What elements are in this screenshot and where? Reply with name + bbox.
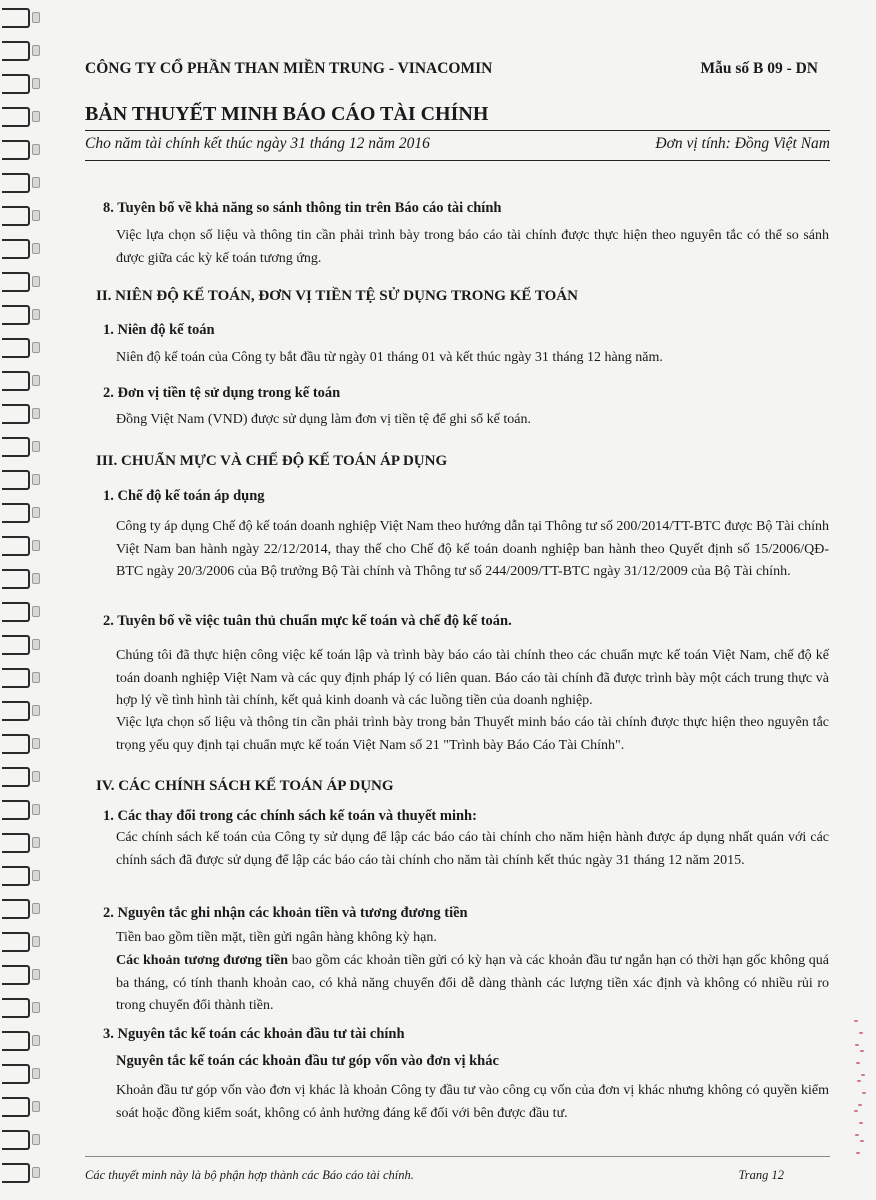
section-8-heading: 8. Tuyên bố về khả năng so sánh thông tin trên Báo cáo tài chính [103,200,502,216]
ink-speck [856,1152,860,1154]
section-IV-1-heading: 1. Các thay đổi trong các chính sách kế toán và thuyết minh: [103,808,477,824]
section-IV-2-paragraph: Tiền bao gồm tiền mặt, tiền gửi ngân hàng không kỳ hạn. [116,930,437,945]
section-IV-1-paragraph: Các chính sách kế toán của Công ty sử dụng để lập các báo cáo tài chính cho năm hiện hành được áp dụng nhất quán với các chính sách đã được sử dụng để lập các báo cáo tài chính cho năm tài chính kết thúc ngày 31 tháng 12 năm 2015. [116,830,829,868]
page-title: BẢN THUYẾT MINH BÁO CÁO TÀI CHÍNH [85,103,489,125]
form-code: Mẫu số B 09 - DN [700,60,818,77]
section-III-heading: III. CHUẨN MỰC VÀ CHẾ ĐỘ KẾ TOÁN ÁP DỤNG [96,453,448,469]
ink-speck [859,1032,863,1034]
cash-equivalents-definition: bao gồm các khoản tiền gửi có kỳ hạn và các khoản đầu tư ngắn hạn có thời hạn gốc không quá ba tháng, có tính thanh khoản cao, có khả năng chuyển đổi dễ dàng thành các lượng tiền xác định và không có nhiều rủi ro trong chuyển đổi thành tiền. [116,953,829,1013]
ink-speck [862,1092,866,1094]
ink-speck [855,1134,859,1136]
reporting-period: Cho năm tài chính kết thúc ngày 31 tháng 12 năm 2016 [85,135,430,152]
ink-speck [861,1074,865,1076]
section-II-2-heading: 2. Đơn vị tiền tệ sử dụng trong kế toán [103,385,341,401]
section-III-2-paragraph: Chúng tôi đã thực hiện công việc kế toán lập và trình bày báo cáo tài chính theo các chuẩn mực kế toán Việt Nam, chế độ kế toán doanh nghiệp Việt Nam và các quy định pháp lý có liên quan. Báo cáo tài chính đã được trình bày một cách trung thực và hợp lý về tình hình tài chính, kết quả kinh doanh và các luồng tiền của doanh nghiệp. [116,648,829,708]
section-III-2-paragraph-2: Việc lựa chọn số liệu và thông tin cần phải trình bày trong bản Thuyết minh báo cáo tài chính được thực hiện theo nguyên tắc trọng yếu quy định tại chuẩn mực kế toán Việt Nam số 21 "Trình bày Báo Cáo Tài Chính". [116,715,829,753]
ink-speck [860,1140,864,1142]
header-rule-top [85,130,830,131]
section-8-paragraph: Việc lựa chọn số liệu và thông tin cần phải trình bày trong báo cáo tài chính được thực hiện theo nguyên tắc có thể so sánh được giữa các kỳ kế toán tương ứng. [116,228,829,266]
section-IV-3-paragraph: Khoản đầu tư góp vốn vào đơn vị khác là khoản Công ty đầu tư vào công cụ vốn của đơn vị khác nhưng không có quyền kiểm soát hoặc đồng kiểm soát, không có ảnh hưởng đáng kể đối với bên được đầu tư. [116,1083,829,1121]
ink-speck [858,1104,862,1106]
ink-speck [859,1122,863,1124]
ink-speck [860,1050,864,1052]
page-number: Trang 12 [738,1168,784,1182]
red-ink-marks [854,1020,868,1170]
section-IV-2-heading: 2. Nguyên tắc ghi nhận các khoản tiền và tương đương tiền [103,905,468,921]
section-IV-3-heading: 3. Nguyên tắc kế toán các khoản đầu tư tài chính [103,1026,405,1042]
ink-speck [856,1062,860,1064]
header-rule-bottom [85,160,830,161]
ink-speck [855,1044,859,1046]
section-II-1-heading: 1. Niên độ kế toán [103,322,215,338]
currency-unit: Đơn vị tính: Đồng Việt Nam [655,135,830,152]
section-III-2-heading: 2. Tuyên bố về việc tuân thủ chuẩn mực kế toán và chế độ kế toán. [103,613,512,629]
section-IV-3-subheading: Nguyên tắc kế toán các khoản đầu tư góp vốn vào đơn vị khác [116,1053,499,1069]
footer-note: Các thuyết minh này là bộ phận hợp thành các Báo cáo tài chính. [85,1168,414,1182]
section-III-1-paragraph: Công ty áp dụng Chế độ kế toán doanh nghiệp Việt Nam theo hướng dẫn tại Thông tư số 200/2014/TT-BTC được Bộ Tài chính Việt Nam ban hành ngày 22/12/2014, thay thế cho Chế độ kế toán doanh nghiệp ban hành theo Quyết định số 15/2006/QĐ-BTC ngày 20/3/2006 của Bộ trưởng Bộ Tài chính và Thông tư số 244/2009/TT-BTC ngày 31/12/2009 của Bộ Tài chính. [116,519,829,579]
cash-equivalents-term: Các khoản tương đương tiền [116,953,289,968]
section-IV-2-paragraph-2 [116,950,829,1018]
section-II-heading: II. NIÊN ĐỘ KẾ TOÁN, ĐƠN VỊ TIỀN TỆ SỬ DỤNG TRONG KẾ TOÁN [96,288,578,304]
footer-rule [85,1156,830,1157]
section-III-1-heading: 1. Chế độ kế toán áp dụng [103,488,265,504]
ink-speck [854,1110,858,1112]
company-name: CÔNG TY CỔ PHẦN THAN MIỀN TRUNG - VINACOMIN [85,60,493,77]
section-IV-heading: IV. CÁC CHÍNH SÁCH KẾ TOÁN ÁP DỤNG [96,778,394,794]
ink-speck [854,1020,858,1022]
ink-speck [857,1080,861,1082]
section-II-2-paragraph: Đồng Việt Nam (VND) được sử dụng làm đơn vị tiền tệ để ghi sổ kế toán. [116,412,531,427]
section-II-1-paragraph: Niên độ kế toán của Công ty bắt đầu từ ngày 01 tháng 01 và kết thúc ngày 31 tháng 12 hàng năm. [116,350,663,365]
